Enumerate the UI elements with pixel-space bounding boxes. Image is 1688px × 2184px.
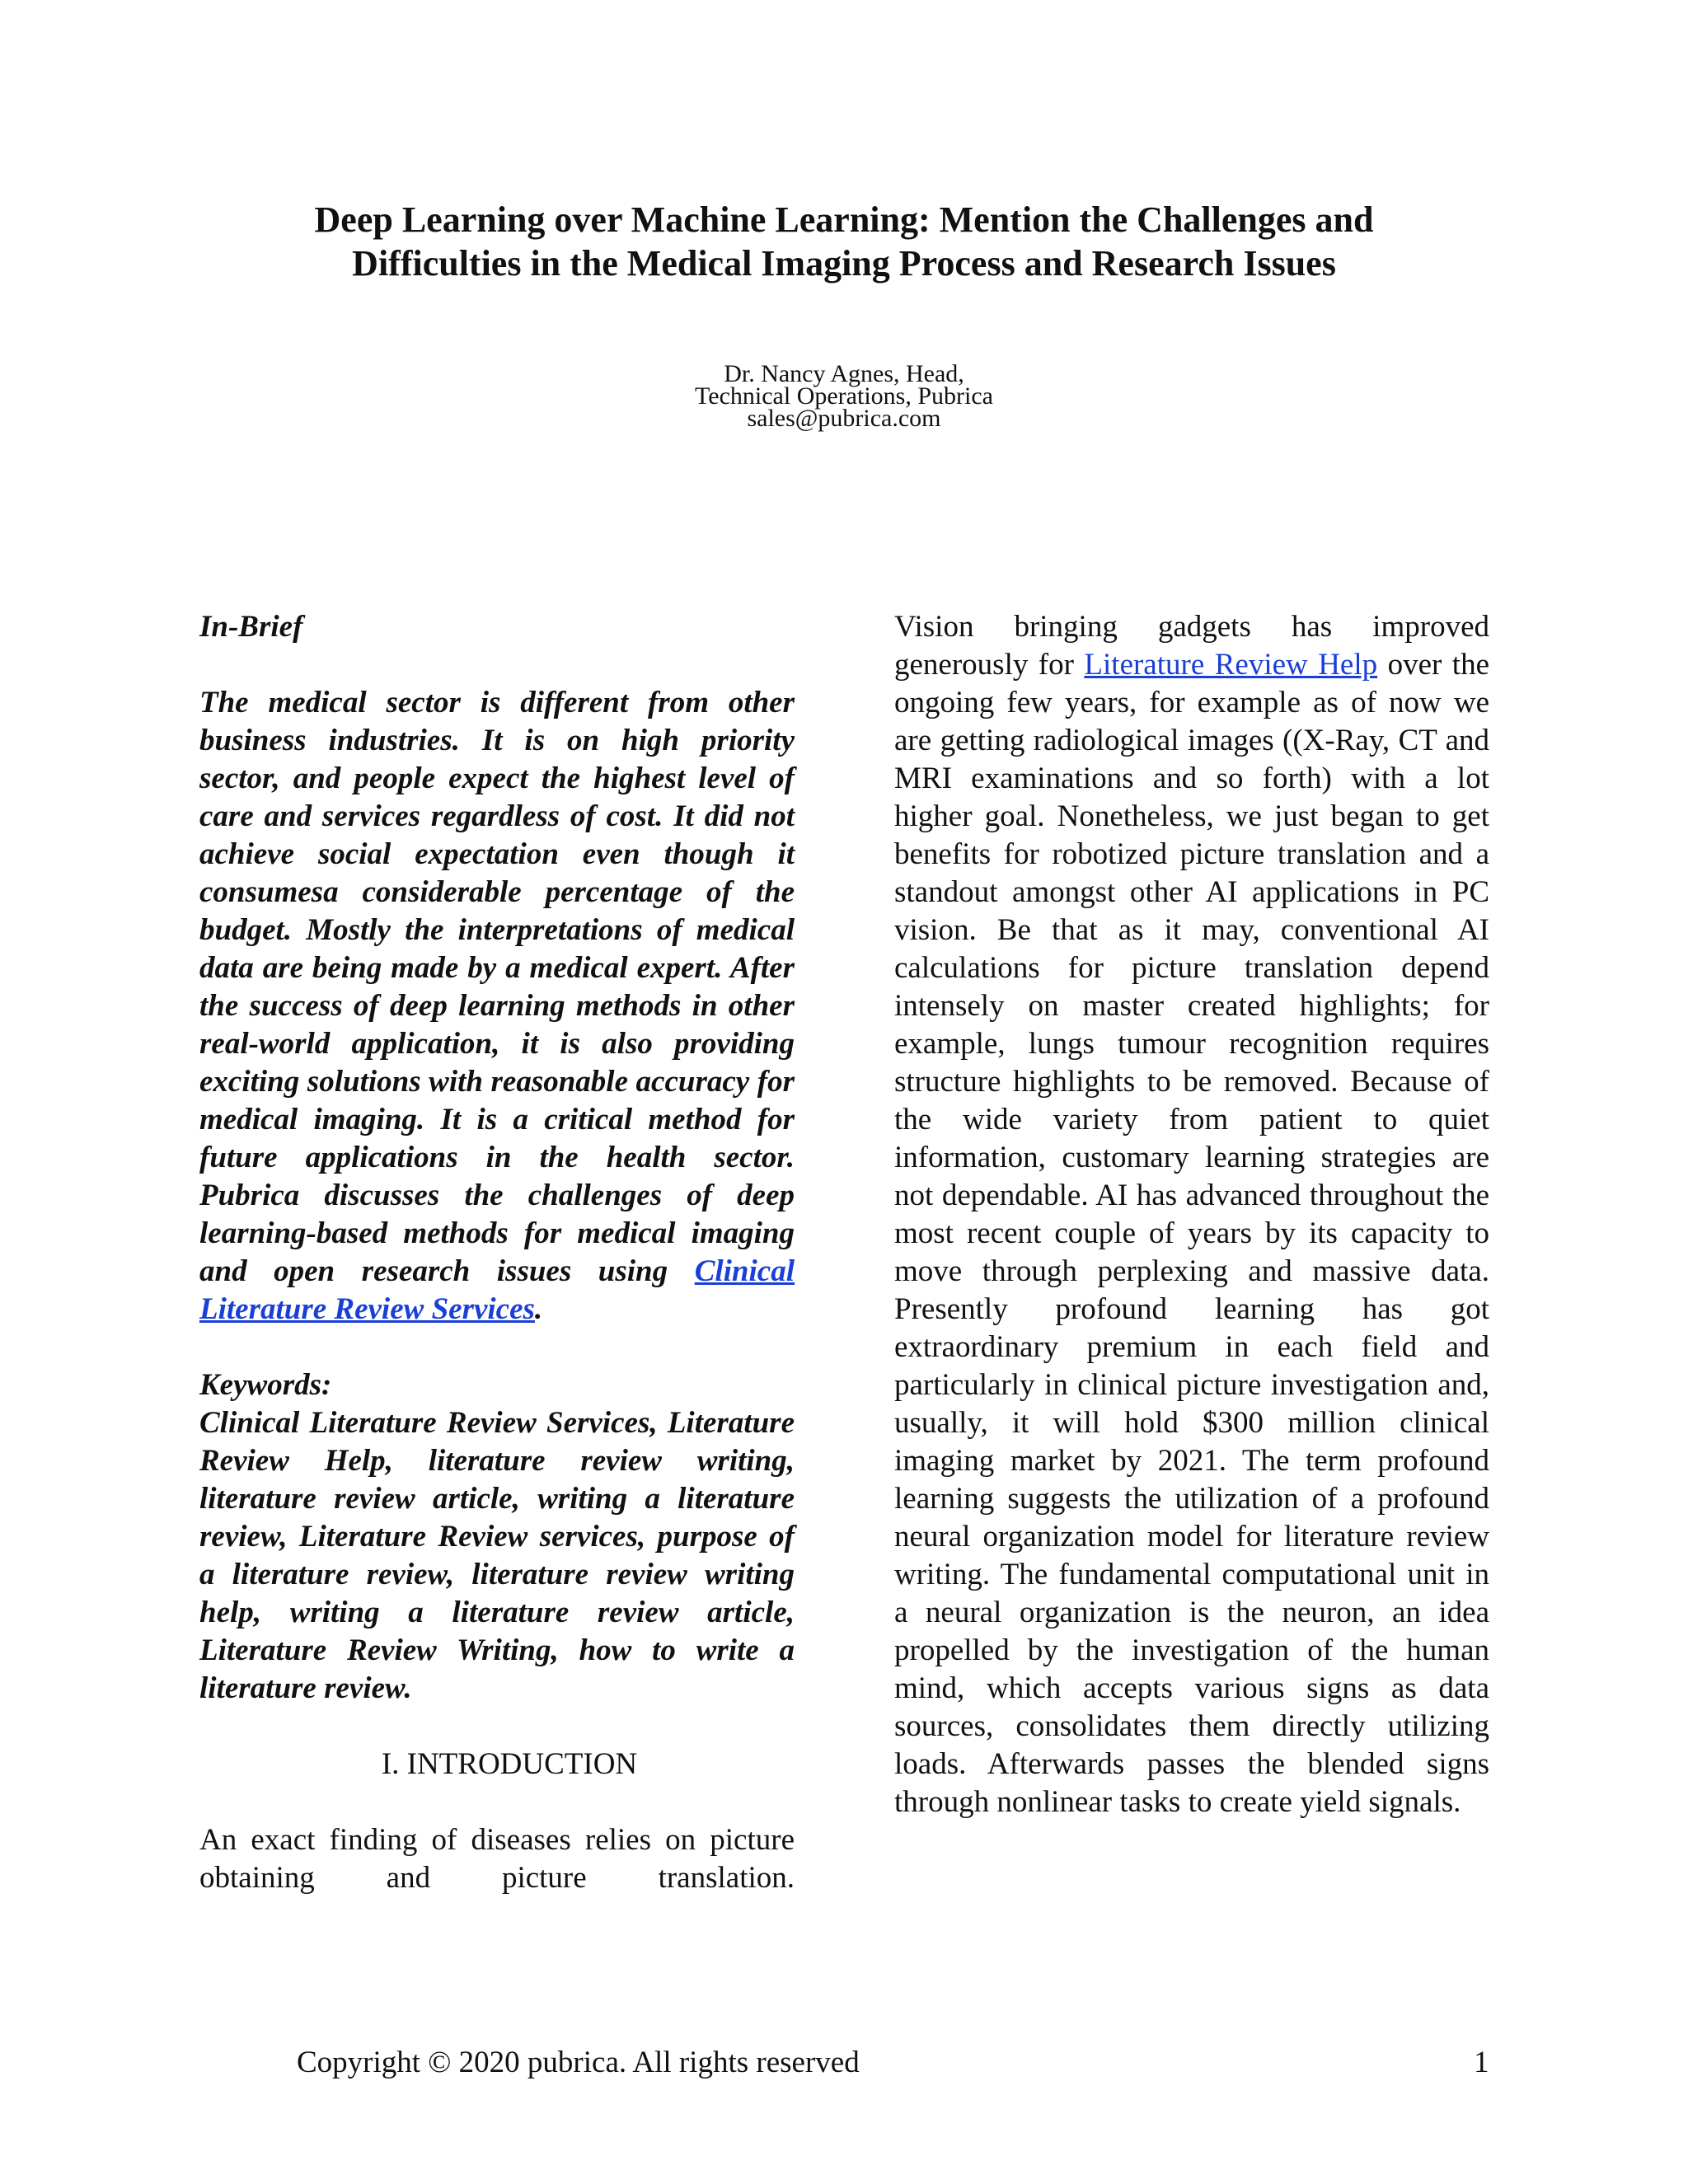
author-email: sales@pubrica.com: [747, 405, 941, 432]
brief-text: The medical sector is different from other business industries. It is on high priority sector, and people expect the highest level of care and services regardless of cost. It did not achieve social expectation even though it consumesa considerable percentage of the budget. Mostly the interpretations of medical data are being made by a medical expert. After the success of deep learning methods in other real-world application, it is also providing exciting solutions with reasonable accuracy for medical imaging. It is a critical method for future applications in the health sector. Pubrica discusses the challenges of deep learning-based methods for medical imaging and open research issues using: [199, 686, 795, 1288]
literature-review-help-link[interactable]: Literature Review Help: [1084, 648, 1378, 682]
keywords-heading: Keywords:: [199, 1368, 332, 1402]
keywords-text: Clinical Literature Review Services, Literature Review Help, literature review writing, literature review article, writing a literature review, Literature Review services, purpose of a literature review, literature review writing help, writing a literature review article, Literature Review Writing, how to write a literature review.: [199, 1406, 795, 1705]
footer-copyright: Copyright © 2020 pubrica. All rights reserved: [297, 2046, 860, 2079]
introduction-text: An exact finding of diseases relies on picture obtaining and picture translation.: [199, 1823, 795, 1895]
left-column: [199, 608, 795, 1897]
page-number: 1: [1474, 2046, 1489, 2079]
introduction-heading: I. INTRODUCTION: [381, 1747, 638, 1781]
author-affiliation: Technical Operations, Pubrica: [695, 382, 993, 410]
title-line-2: Difficulties in the Medical Imaging Process and Research Issues: [352, 243, 1336, 284]
right-column: [894, 608, 1489, 1821]
paper-title: [165, 198, 1523, 285]
right-paragraph: [894, 608, 1489, 1821]
title-line-1: Deep Learning over Machine Learning: Mention the Challenges and: [314, 199, 1374, 240]
brief-heading: In-Brief: [199, 610, 303, 644]
author-block: [495, 360, 1193, 432]
author-name: Dr. Nancy Agnes, Head,: [724, 360, 964, 387]
right-text-rest: over the ongoing few years, for example as of now we are getting radiological images ((X-Ray, CT and MRI examinations and so forth) with a lot higher goal. Nonetheless, we just began to get benefits for robotized picture translation and a standout amongst other AI applications in PC vision. Be that as it may, conventional AI calculations for picture translation depend intensely on master created highlights; for example, lungs tumour recognition requires structure highlights to be removed. Because of the wide variety from patient to quiet information, customary learning strategies are not dependable. AI has advanced throughout the most recent couple of years by its capacity to move through perplexing and massive data. Presently profound learning has got extraordinary premium in each field and particularly in clinical picture investigation and, usually, it will hold $300 million clinical imaging market by 2021. The term profound learning suggests the utilization of a profound neural organization model for literature review writing. The fundamental computational unit in a neural organization is the neuron, an idea propelled by the investigation of the human mind, which accepts various signs as data sources, consolidates them directly utilizing loads. Afterwards passes the blended signs through nonlinear tasks to create yield signals.: [894, 648, 1489, 1819]
brief-paragraph: [199, 684, 795, 1329]
right-text-start: Vision bringing gadgets has improved generously for: [894, 610, 1489, 682]
clinical-literature-review-services-link[interactable]: Clinical Literature Review Services: [199, 1254, 795, 1326]
brief-text-end: .: [534, 1292, 543, 1326]
